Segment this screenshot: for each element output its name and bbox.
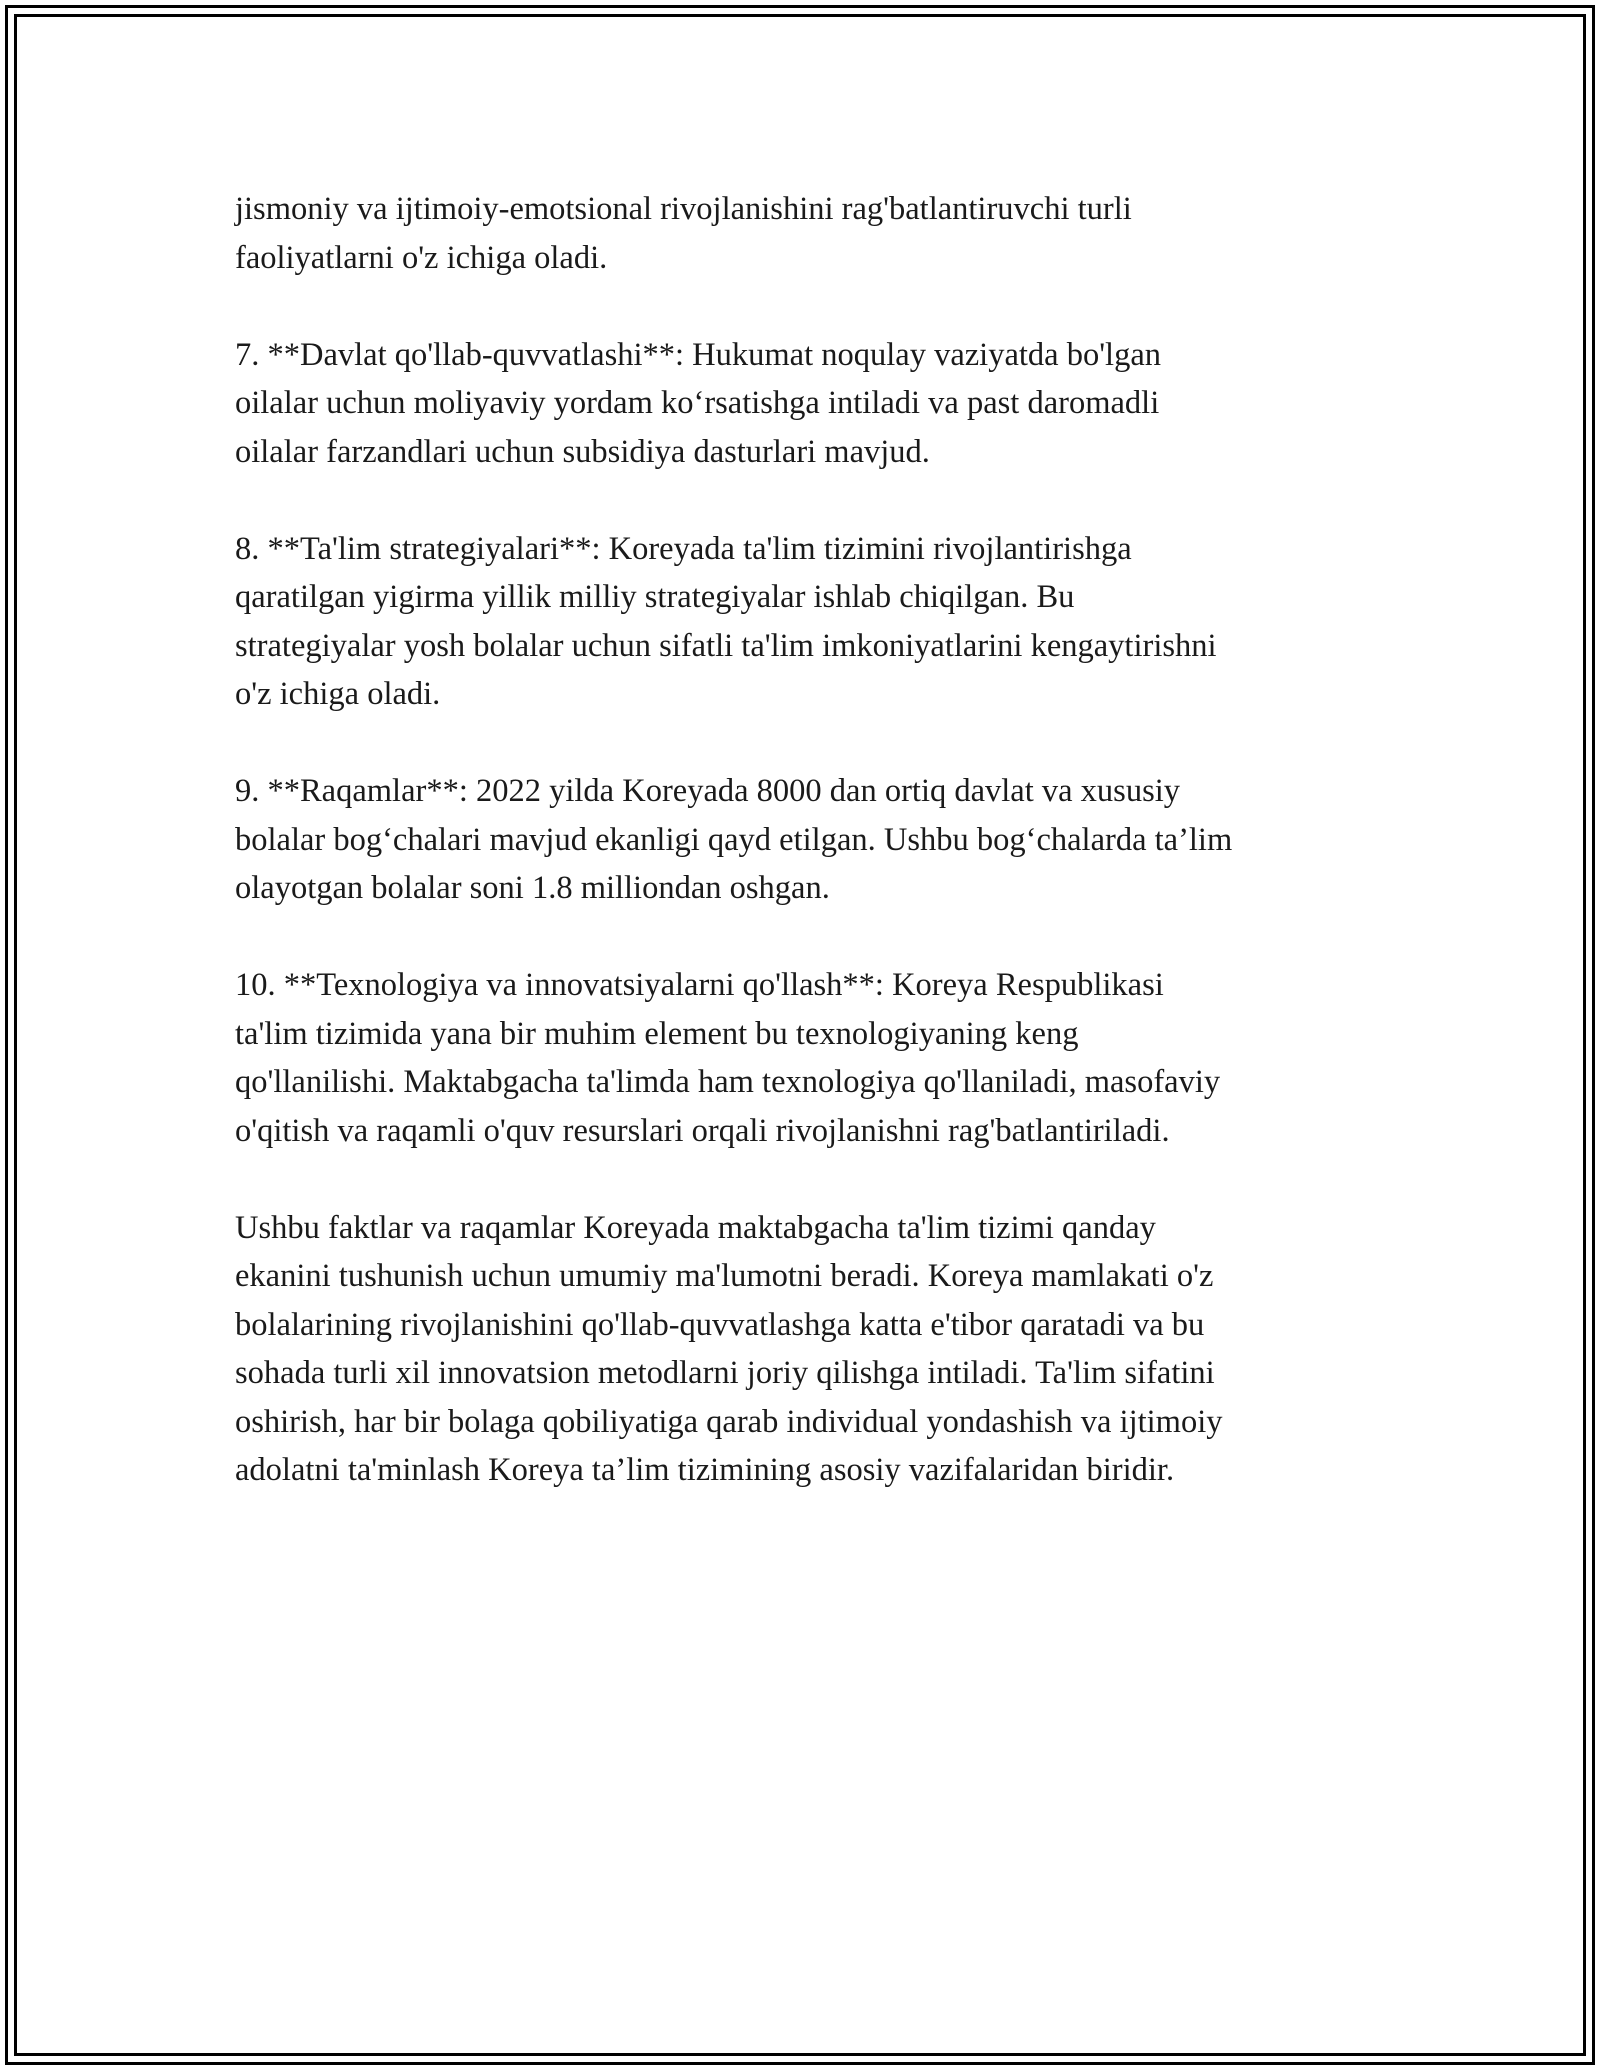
- text-line: bolalarining rivojlanishini qo'llab-quvvatlashga katta e'tibor qaratadi va bu: [235, 1306, 1205, 1343]
- text-line: 8. **Ta'lim strategiyalari**: Koreyada ta'lim tizimini rivojlantirishga: [235, 530, 1132, 567]
- text-line: sohada turli xil innovatsion metodlarni joriy qilishga intiladi. Ta'lim sifatini: [235, 1355, 1215, 1391]
- paragraph-continuation: [235, 185, 1415, 282]
- text-line: ta'lim tizimida yana bir muhim element bu texnologiyaning keng: [235, 1015, 1079, 1052]
- paragraph-item-8: [235, 525, 1415, 719]
- text-line: oilalar farzandlari uchun subsidiya dasturlari mavjud.: [235, 433, 930, 470]
- paragraph-item-9: [235, 767, 1415, 913]
- paragraph-item-10: [235, 961, 1415, 1155]
- text-line: 7. **Davlat qo'llab-quvvatlashi**: Hukumat noqulay vaziyatda bo'lgan: [235, 336, 1162, 373]
- text-line: oilalar uchun moliyaviy yordam ko‘rsatishga intiladi va past daromadli: [235, 385, 1160, 421]
- text-line: jismoniy va ijtimoiy-emotsional rivojlanishini rag'batlantiruvchi turli: [235, 191, 1132, 227]
- text-line: 10. **Texnologiya va innovatsiyalarni qo'llash**: Koreya Respublikasi: [235, 967, 1164, 1003]
- text-line: oshirish, har bir bolaga qobiliyatiga qarab individual yondashish va ijtimoiy: [235, 1403, 1223, 1440]
- paragraph-conclusion: [235, 1204, 1415, 1495]
- text-line: 9. **Raqamlar**: 2022 yilda Koreyada 8000 dan ortiq davlat va xususiy: [235, 773, 1181, 809]
- text-line: qo'llanilishi. Maktabgacha ta'limda ham texnologiya qo'llaniladi, masofaviy: [235, 1064, 1221, 1100]
- text-line: strategiyalar yosh bolalar uchun sifatli ta'lim imkoniyatlarini kengaytirishni: [235, 627, 1217, 664]
- text-line: o'z ichiga oladi.: [235, 676, 441, 712]
- document-body: [235, 185, 1415, 1495]
- text-line: faoliyatlarni o'z ichiga oladi.: [235, 239, 608, 276]
- text-line: qaratilgan yigirma yillik milliy strategiyalar ishlab chiqilgan. Bu: [235, 579, 1075, 615]
- text-line: o'qitish va raqamli o'quv resurslari orqali rivojlanishni rag'batlantiriladi.: [235, 1112, 1170, 1149]
- text-line: bolalar bog‘chalari mavjud ekanligi qayd etilgan. Ushbu bog‘chalarda ta’lim: [235, 821, 1233, 858]
- text-line: ekanini tushunish uchun umumiy ma'lumotni beradi. Koreya mamlakati o'z: [235, 1258, 1214, 1294]
- text-line: olayotgan bolalar soni 1.8 milliondan oshgan.: [235, 870, 830, 906]
- paragraph-item-7: [235, 331, 1415, 477]
- text-line: Ushbu faktlar va raqamlar Koreyada maktabgacha ta'lim tizimi qanday: [235, 1209, 1156, 1246]
- text-line: adolatni ta'minlash Koreya ta’lim tizimining asosiy vazifalaridan biridir.: [235, 1452, 1175, 1488]
